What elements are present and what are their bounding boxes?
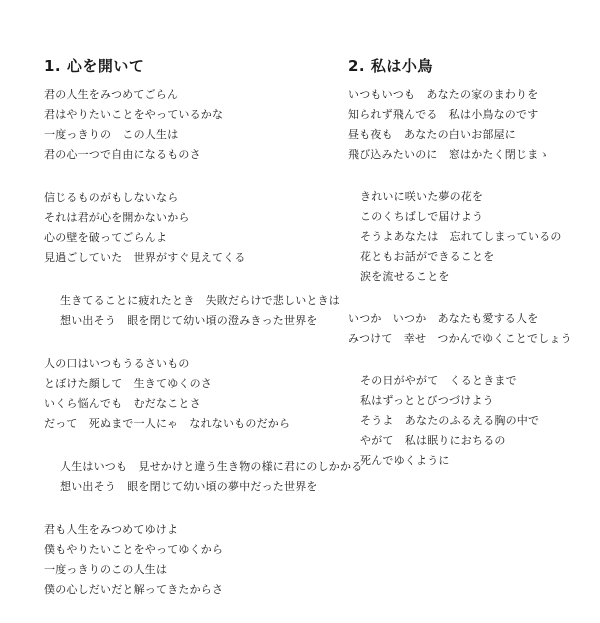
song-1-stanza-3 <box>44 354 334 434</box>
lyric-line: いくら悩んでも むだなことさ <box>44 397 201 410</box>
lyric-line: 私はずっととびつづけよう <box>360 394 494 407</box>
lyric-line: 君の人生をみつめてごらん <box>44 88 179 101</box>
lyric-line: このくちばしで届けよう <box>360 210 484 223</box>
lyric-line: やがて 私は眠りにおちるの <box>360 434 506 447</box>
song-2-column <box>348 55 593 493</box>
lyric-line: 知られず飛んでる 私は小鳥なのです <box>348 108 539 121</box>
lyric-line: 花ともお話ができることを <box>360 250 495 263</box>
song-2-title: 2. 私は小鳥 <box>348 57 433 75</box>
lyric-line: 一度っきりのこの人生は <box>44 563 168 576</box>
lyric-line: そうよ あなたのふるえる胸の中で <box>360 414 540 427</box>
lyric-line: それは君が心を開かないから <box>44 211 190 224</box>
song-1-chorus-1 <box>44 291 340 331</box>
lyric-line: 君も人生をみつめてゆけよ <box>44 523 179 536</box>
song-1-stanza-4 <box>44 520 334 600</box>
song-1-chorus-2 <box>44 457 363 497</box>
song-1-column <box>44 55 363 623</box>
lyric-line: みつけて 幸せ つかんでゆくことでしょう <box>348 332 572 345</box>
lyric-line: いつか いつか あなたも愛する人を <box>348 312 539 325</box>
lyric-line: 生きてることに疲れたとき 失敗だらけで悲しいときは <box>60 294 340 307</box>
lyric-line: 人の口はいつもうるさいもの <box>44 357 190 370</box>
lyric-line: とぼけた顔して 生きてゆくのさ <box>44 377 212 390</box>
lyric-line: だって 死ぬまで一人にゃ なれないものだから <box>44 417 291 430</box>
lyric-line: 信じるものがもしないなら <box>44 191 179 204</box>
lyric-line: 人生はいつも 見せかけと違う生き物の様に君にのしかかる <box>60 460 363 473</box>
song-2-chorus-1 <box>348 187 593 287</box>
lyric-line: 君はやりたいことをやっているかな <box>44 108 224 121</box>
song-1-stanza-1 <box>44 85 334 165</box>
song-2-stanza-2 <box>348 309 593 349</box>
lyric-line: 心の壁を破ってごらんよ <box>44 231 168 244</box>
lyric-line: いつもいつも あなたの家のまわりを <box>348 88 539 101</box>
song-2-stanza-1 <box>348 85 593 165</box>
lyric-line: 涙を流せることを <box>360 270 450 283</box>
lyric-line: 想い出そう 眼を閉じて幼い頃の夢中だった世界を <box>60 480 318 493</box>
lyric-line: 一度っきりの この人生は <box>44 128 179 141</box>
lyric-line: そうよあなたは 忘れてしまっているの <box>360 230 562 243</box>
lyric-line: 死んでゆくように <box>360 454 450 467</box>
lyric-line: 見過ごしていた 世界がすぐ見えてくる <box>44 251 246 264</box>
lyric-line: 僕の心しだいだと解ってきたからさ <box>44 583 224 596</box>
lyric-line: 僕もやりたいことをやってゆくから <box>44 543 224 556</box>
song-1-title: 1. 心を開いて <box>44 57 145 75</box>
lyric-line: 君の心一つで自由になるものさ <box>44 148 201 161</box>
lyric-line: 飛び込みたいのに 窓はかたく閉じまゝ <box>348 148 550 161</box>
lyric-line: 昼も夜も あなたの白いお部屋に <box>348 128 516 141</box>
song-2-chorus-2 <box>348 371 593 471</box>
lyric-line: 想い出そう 眼を閉じて幼い頃の澄みきった世界を <box>60 314 318 327</box>
lyric-line: きれいに咲いた夢の花を <box>360 190 484 203</box>
song-1-stanza-2 <box>44 188 334 268</box>
lyric-line: その日がやがて くるときまで <box>360 374 517 387</box>
